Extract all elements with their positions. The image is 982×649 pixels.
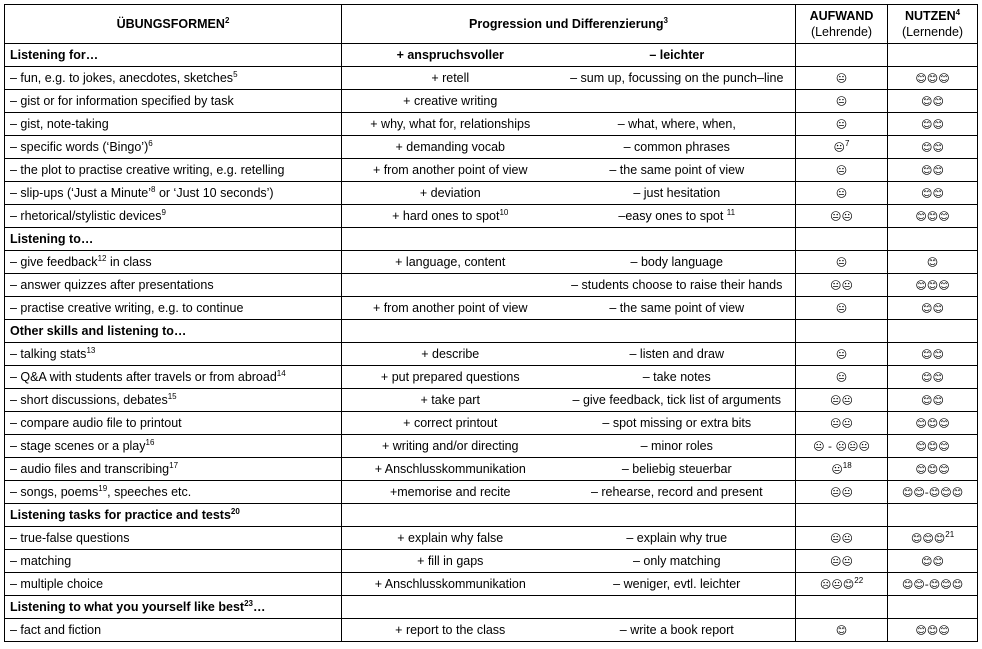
effort-rating-cell (796, 67, 888, 90)
header-nutzen: NUTZEN$^4$ (Lernende) (888, 5, 978, 44)
effort-smiley-icon: 😐 (835, 301, 848, 315)
effort-rating-cell: ☹😐😊$^{22}$ (796, 573, 888, 596)
table-row (5, 389, 978, 412)
progression-harder-cell: + fill in gaps (342, 550, 559, 573)
effort-smiley-icon: 😐😐 (830, 416, 853, 430)
effort-smiley-icon: 😐 (835, 117, 848, 131)
benefit-rating-cell (888, 297, 978, 320)
table-header-row (5, 5, 978, 44)
table-row (5, 159, 978, 182)
effort-smiley-icon: 😐😐 (830, 485, 853, 499)
effort-smiley-icon: 😐😐 (830, 209, 853, 223)
section-row (5, 228, 978, 251)
exercise-form-cell: – specific words (‘Bingo’)$^6$ (5, 136, 342, 159)
benefit-smiley-icon: 😊😊😊 (915, 209, 950, 223)
benefit-rating-cell (888, 113, 978, 136)
effort-rating-cell (796, 159, 888, 182)
progression-harder-cell: + demanding vocab (342, 136, 559, 159)
progression-harder-cell: + describe (342, 343, 559, 366)
benefit-rating-cell (888, 596, 978, 619)
effort-rating-cell: 😐$^{18}$ (796, 458, 888, 481)
benefit-rating-cell (888, 136, 978, 159)
benefit-rating-cell (888, 228, 978, 251)
benefit-rating-cell (888, 619, 978, 642)
benefit-smiley-icon: 😊😊😊 (915, 278, 950, 292)
table-row (5, 435, 978, 458)
progression-harder-cell: + take part (342, 389, 559, 412)
benefit-rating-cell (888, 504, 978, 527)
progression-easier-cell (559, 504, 796, 527)
progression-harder-cell: + language, content (342, 251, 559, 274)
benefit-rating-cell (888, 481, 978, 504)
effort-smiley-icon: ☹😐😊 (819, 577, 855, 591)
effort-rating-cell (796, 320, 888, 343)
effort-rating-cell (796, 182, 888, 205)
benefit-smiley-icon: 😊😊-😊😊😊 (901, 577, 964, 591)
progression-harder-cell: + Anschlusskommunikation (342, 458, 559, 481)
progression-harder-cell: + hard ones to spot$^{10}$ (342, 205, 559, 228)
effort-rating-cell (796, 343, 888, 366)
exercise-form-cell: – fun, e.g. to jokes, anecdotes, sketches$^5$ (5, 67, 342, 90)
effort-rating-cell (796, 205, 888, 228)
table-row (5, 343, 978, 366)
table-row (5, 67, 978, 90)
effort-rating-cell: 😐$^7$ (796, 136, 888, 159)
effort-rating-cell (796, 504, 888, 527)
effort-rating-cell (796, 550, 888, 573)
progression-easier-cell: – what, where, when, (559, 113, 796, 136)
exercise-form-cell: – compare audio file to printout (5, 412, 342, 435)
effort-smiley-icon: 😐 (835, 347, 848, 361)
table-row (5, 205, 978, 228)
effort-smiley-icon: 😐 (831, 462, 843, 476)
effort-rating-cell (796, 412, 888, 435)
progression-easier-cell: – common phrases (559, 136, 796, 159)
benefit-rating-cell (888, 274, 978, 297)
progression-easier-cell: – rehearse, record and present (559, 481, 796, 504)
exercise-form-cell: – audio files and transcribing$^{17}$ (5, 458, 342, 481)
exercise-form-cell: – gist or for information specified by task (5, 90, 342, 113)
table-row (5, 113, 978, 136)
progression-easier-cell: – students choose to raise their hands (559, 274, 796, 297)
table-row (5, 136, 978, 159)
benefit-smiley-icon: 😊😊 (921, 140, 944, 154)
effort-rating-cell (796, 90, 888, 113)
progression-harder-cell (342, 320, 559, 343)
progression-harder-cell: + correct printout (342, 412, 559, 435)
progression-harder-cell: +memorise and recite (342, 481, 559, 504)
table-body (5, 44, 978, 642)
benefit-smiley-icon: 😊😊 (921, 301, 944, 315)
header-aufwand: AUFWAND (Lehrende) (796, 5, 888, 44)
exercise-form-cell: Listening to what you yourself like best$^{23}$… (5, 596, 342, 619)
benefit-smiley-icon: 😊😊😊 (910, 531, 946, 545)
benefit-rating-cell (888, 205, 978, 228)
benefit-smiley-icon: 😊😊 (921, 370, 944, 384)
exercise-form-cell: – talking stats$^{13}$ (5, 343, 342, 366)
benefit-rating-cell (888, 182, 978, 205)
benefit-rating-cell (888, 435, 978, 458)
effort-rating-cell (796, 596, 888, 619)
exercise-form-cell: Other skills and listening to… (5, 320, 342, 343)
progression-easier-cell (559, 596, 796, 619)
progression-easier-cell: – only matching (559, 550, 796, 573)
effort-rating-cell (796, 435, 888, 458)
effort-rating-cell (796, 366, 888, 389)
progression-easier-cell (559, 90, 796, 113)
benefit-smiley-icon: 😊😊😊 (915, 416, 950, 430)
progression-easier-cell: – give feedback, tick list of arguments (559, 389, 796, 412)
effort-smiley-icon: 😐 (835, 94, 848, 108)
benefit-smiley-icon: 😊😊 (921, 186, 944, 200)
table-row (5, 550, 978, 573)
effort-rating-cell (796, 481, 888, 504)
exercise-form-cell: – slip-ups (‘Just a Minute’$^8$ or ‘Just 10 seconds’) (5, 182, 342, 205)
table-row (5, 412, 978, 435)
progression-harder-cell: + writing and/or directing (342, 435, 559, 458)
effort-smiley-icon: 😐 (835, 163, 848, 177)
benefit-rating-cell (888, 251, 978, 274)
exercise-form-cell: – gist, note-taking (5, 113, 342, 136)
exercise-table (4, 4, 978, 642)
progression-harder-cell: + put prepared questions (342, 366, 559, 389)
progression-harder-cell: + anspruchsvoller (342, 44, 559, 67)
benefit-rating-cell (888, 320, 978, 343)
progression-easier-cell: – take notes (559, 366, 796, 389)
exercise-form-cell: – rhetorical/stylistic devices$^9$ (5, 205, 342, 228)
effort-rating-cell (796, 251, 888, 274)
exercise-form-cell: – answer quizzes after presentations (5, 274, 342, 297)
benefit-smiley-icon: 😊😊 (921, 117, 944, 131)
section-row (5, 44, 978, 67)
table-row (5, 481, 978, 504)
progression-harder-cell (342, 596, 559, 619)
effort-rating-cell (796, 297, 888, 320)
benefit-rating-cell (888, 366, 978, 389)
section-row (5, 596, 978, 619)
progression-easier-cell: – weniger, evtl. leichter (559, 573, 796, 596)
effort-smiley-icon: 😐😐 (830, 278, 853, 292)
benefit-rating-cell (888, 44, 978, 67)
progression-easier-cell: – listen and draw (559, 343, 796, 366)
effort-rating-cell (796, 44, 888, 67)
exercise-form-cell: – true-false questions (5, 527, 342, 550)
progression-harder-cell: + from another point of view (342, 297, 559, 320)
benefit-rating-cell (888, 67, 978, 90)
table-row (5, 297, 978, 320)
effort-smiley-icon: 😐 - ☹😐😐 (813, 439, 870, 453)
benefit-smiley-icon: 😊😊 (921, 94, 944, 108)
progression-harder-cell: + retell (342, 67, 559, 90)
exercise-form-cell: – stage scenes or a play$^{16}$ (5, 435, 342, 458)
table-row (5, 251, 978, 274)
progression-harder-cell: + report to the class (342, 619, 559, 642)
progression-harder-cell (342, 504, 559, 527)
section-row (5, 320, 978, 343)
progression-easier-cell: – sum up, focussing on the punch–line (559, 67, 796, 90)
table-row (5, 274, 978, 297)
table-row (5, 90, 978, 113)
progression-harder-cell: + explain why false (342, 527, 559, 550)
benefit-smiley-icon: 😊😊 (921, 347, 944, 361)
progression-easier-cell: –easy ones to spot $^{11}$ (559, 205, 796, 228)
exercise-form-cell: – matching (5, 550, 342, 573)
benefit-rating-cell (888, 389, 978, 412)
progression-easier-cell: – just hesitation (559, 182, 796, 205)
exercise-form-cell: – Q&A with students after travels or from abroad$^{14}$ (5, 366, 342, 389)
progression-easier-cell: – the same point of view (559, 159, 796, 182)
progression-harder-cell (342, 228, 559, 251)
progression-easier-cell: – leichter (559, 44, 796, 67)
exercise-form-cell: – the plot to practise creative writing, e.g. retelling (5, 159, 342, 182)
progression-easier-cell: – the same point of view (559, 297, 796, 320)
exercise-form-cell: – short discussions, debates$^{15}$ (5, 389, 342, 412)
exercise-form-cell: Listening for… (5, 44, 342, 67)
benefit-rating-cell (888, 343, 978, 366)
effort-smiley-icon: 😐 (835, 255, 848, 269)
progression-easier-cell: – minor roles (559, 435, 796, 458)
progression-easier-cell: – explain why true (559, 527, 796, 550)
benefit-rating-cell (888, 458, 978, 481)
progression-harder-cell: + deviation (342, 182, 559, 205)
header-uebungsformen: ÜBUNGSFORMEN$^2$ (5, 5, 342, 44)
progression-harder-cell (342, 274, 559, 297)
benefit-smiley-icon: 😊😊😊 (915, 439, 950, 453)
progression-easier-cell: – spot missing or extra bits (559, 412, 796, 435)
table-row (5, 619, 978, 642)
effort-rating-cell (796, 619, 888, 642)
effort-smiley-icon: 😊 (835, 623, 848, 637)
progression-easier-cell: – beliebig steuerbar (559, 458, 796, 481)
effort-rating-cell (796, 228, 888, 251)
progression-harder-cell: + creative writing (342, 90, 559, 113)
benefit-smiley-icon: 😊😊😊 (915, 623, 950, 637)
benefit-rating-cell (888, 159, 978, 182)
table-row (5, 573, 978, 596)
effort-smiley-icon: 😐 (835, 71, 848, 85)
exercise-form-cell: – practise creative writing, e.g. to continue (5, 297, 342, 320)
table-row (5, 527, 978, 550)
effort-smiley-icon: 😐 (833, 140, 846, 154)
exercise-form-cell: – give feedback$^{12}$ in class (5, 251, 342, 274)
exercise-form-cell: Listening tasks for practice and tests$^{20}$ (5, 504, 342, 527)
table-row (5, 458, 978, 481)
effort-smiley-icon: 😐 (835, 370, 848, 384)
effort-rating-cell (796, 527, 888, 550)
progression-easier-cell: – write a book report (559, 619, 796, 642)
benefit-rating-cell (888, 550, 978, 573)
progression-easier-cell: – body language (559, 251, 796, 274)
benefit-smiley-icon: 😊😊😊 (915, 462, 950, 476)
effort-smiley-icon: 😐😐 (830, 554, 853, 568)
effort-smiley-icon: 😐😐 (830, 531, 853, 545)
benefit-rating-cell (888, 573, 978, 596)
exercise-form-cell: – songs, poems$^{19}$, speeches etc. (5, 481, 342, 504)
table-row (5, 182, 978, 205)
benefit-smiley-icon: 😊😊 (921, 163, 944, 177)
effort-smiley-icon: 😐 (835, 186, 848, 200)
progression-harder-cell: + why, what for, relationships (342, 113, 559, 136)
benefit-smiley-icon: 😊😊 (921, 393, 944, 407)
benefit-rating-cell (888, 90, 978, 113)
progression-easier-cell (559, 228, 796, 251)
effort-rating-cell (796, 274, 888, 297)
effort-rating-cell (796, 389, 888, 412)
benefit-smiley-icon: 😊😊-😊😊😊 (901, 485, 964, 499)
effort-rating-cell (796, 113, 888, 136)
benefit-smiley-icon: 😊 (926, 255, 939, 269)
exercise-form-cell: – multiple choice (5, 573, 342, 596)
benefit-smiley-icon: 😊😊 (921, 554, 944, 568)
benefit-rating-cell: 😊😊😊$^{21}$ (888, 527, 978, 550)
exercise-form-cell: – fact and fiction (5, 619, 342, 642)
section-row (5, 504, 978, 527)
header-progression: Progression und Differenzierung$^3$ (342, 5, 796, 44)
exercise-form-cell: Listening to… (5, 228, 342, 251)
table-row (5, 366, 978, 389)
progression-easier-cell (559, 320, 796, 343)
benefit-rating-cell (888, 412, 978, 435)
progression-harder-cell: + Anschlusskommunikation (342, 573, 559, 596)
progression-harder-cell: + from another point of view (342, 159, 559, 182)
benefit-smiley-icon: 😊😊😊 (915, 71, 950, 85)
effort-smiley-icon: 😐😐 (830, 393, 853, 407)
